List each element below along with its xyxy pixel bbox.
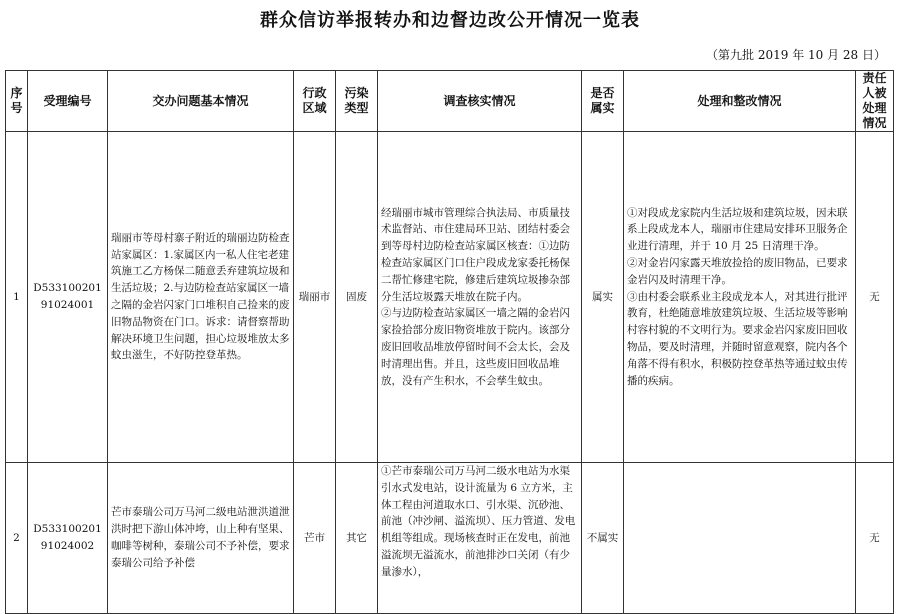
header-true: 是否属实 xyxy=(582,71,624,132)
page-title: 群众信访举报转办和边督边改公开情况一览表 xyxy=(260,10,640,31)
header-investigation: 调查核实情况 xyxy=(378,71,582,132)
report-table xyxy=(5,70,894,614)
cell-responsible: 无 xyxy=(856,132,894,463)
cell-handling xyxy=(624,463,856,614)
cell-investigation xyxy=(378,132,582,463)
cell-responsible: 无 xyxy=(856,463,894,614)
cell-true: 不属实 xyxy=(582,463,624,614)
cell-pollution: 其它 xyxy=(336,463,378,614)
investigation-para: 经瑞丽市城市管理综合执法局、市质量技术监督站、市住建局环卫站、团结村委会到等母村边防检查站家属区核查：①边防检查站家属区门口住户段成龙家委托杨保二帮忙修建宅院，修建后建筑垃圾掺杂部分生活垃圾露天堆放在院子内。 xyxy=(381,206,570,303)
cell-region: 瑞丽市 xyxy=(294,132,336,463)
header-region: 行政区域 xyxy=(294,71,336,132)
cell-id: D53310020191024001 xyxy=(28,132,108,463)
header-index: 序号 xyxy=(6,71,28,132)
handling-para: ②对金岩闪家露天堆放捡拾的废旧物品，已要求金岩闪及时清理干净。 xyxy=(627,257,848,286)
handling-para: ③由村委会联系业主段成龙本人，对其进行批评教育，杜绝随意堆放建筑垃圾、生活垃圾等影响村容村貌的不文明行为。要求金岩闪家废旧回收物品，要及时清理，并随时留意观察，院内各个角落不得有积水，积极防控登革热等通过蚊虫传播的疾病。 xyxy=(627,290,848,387)
cell-true: 属实 xyxy=(582,132,624,463)
investigation-para: ②与边防检查站家属区一墙之隔的金岩闪家捡拾部分废旧物资堆放于院内。该部分废旧回收品堆放停留时间不会太长，会及时清理出售。并且，这些废旧回收品堆放，没有产生积水，不会孳生蚊虫。 xyxy=(381,307,570,387)
cell-region: 芒市 xyxy=(294,463,336,614)
table-row xyxy=(6,132,894,463)
cell-index: 2 xyxy=(6,463,28,614)
cell-handling xyxy=(624,132,856,463)
batch-date: （第九批 2019 年 10 月 28 日） xyxy=(706,48,886,62)
cell-id: D53310020191024002 xyxy=(28,463,108,614)
cell-pollution: 固废 xyxy=(336,132,378,463)
header-responsible: 责任人被处理情况 xyxy=(856,71,894,132)
header-handling: 处理和整改情况 xyxy=(624,71,856,132)
header-issue: 交办问题基本情况 xyxy=(108,71,294,132)
investigation-para: ①芒市泰瑞公司万马河二级水电站为水渠引水式发电站，设计流量为 6 立方米，主体工程由河道取水口、引水渠、沉砂池、前池（冲沙闸、溢流坝）、压力管道、发电机组等组成。现场核查时正在发电，前池溢流坝无溢流水，前池排沙口关闭（有少量渗水）， xyxy=(381,465,576,578)
cell-issue: 瑞丽市等母村寨子附近的瑞丽边防检查站家属区：1.家属区内一私人住宅老建筑施工乙方杨保二随意丢弃建筑垃圾和生活垃圾；2.与边防检查站家属区一墙之隔的金岩闪家门口堆积自己捡来的废旧物品物资在门口。诉求：请督察帮助解决环境卫生问题，担心垃圾堆放太多蚊虫滋生，不好防控登革热。 xyxy=(108,132,294,463)
header-pollution: 污染类型 xyxy=(336,71,378,132)
header-id: 受理编号 xyxy=(28,71,108,132)
table-row xyxy=(6,463,894,614)
cell-index: 1 xyxy=(6,132,28,463)
handling-para: ①对段成龙家院内生活垃圾和建筑垃圾，因未联系上段成龙本人，瑞丽市住建局安排环卫服务企业进行清理，并于 10 月 25 日清理干净。 xyxy=(627,206,848,253)
cell-investigation xyxy=(378,463,582,614)
cell-issue: 芒市泰瑞公司万马河二级电站泄洪道泄洪时把下游山体冲垮，山上种有坚果、咖啡等树种，泰瑞公司不予补偿，要求泰瑞公司给予补偿 xyxy=(108,463,294,614)
table-header-row xyxy=(6,71,894,132)
